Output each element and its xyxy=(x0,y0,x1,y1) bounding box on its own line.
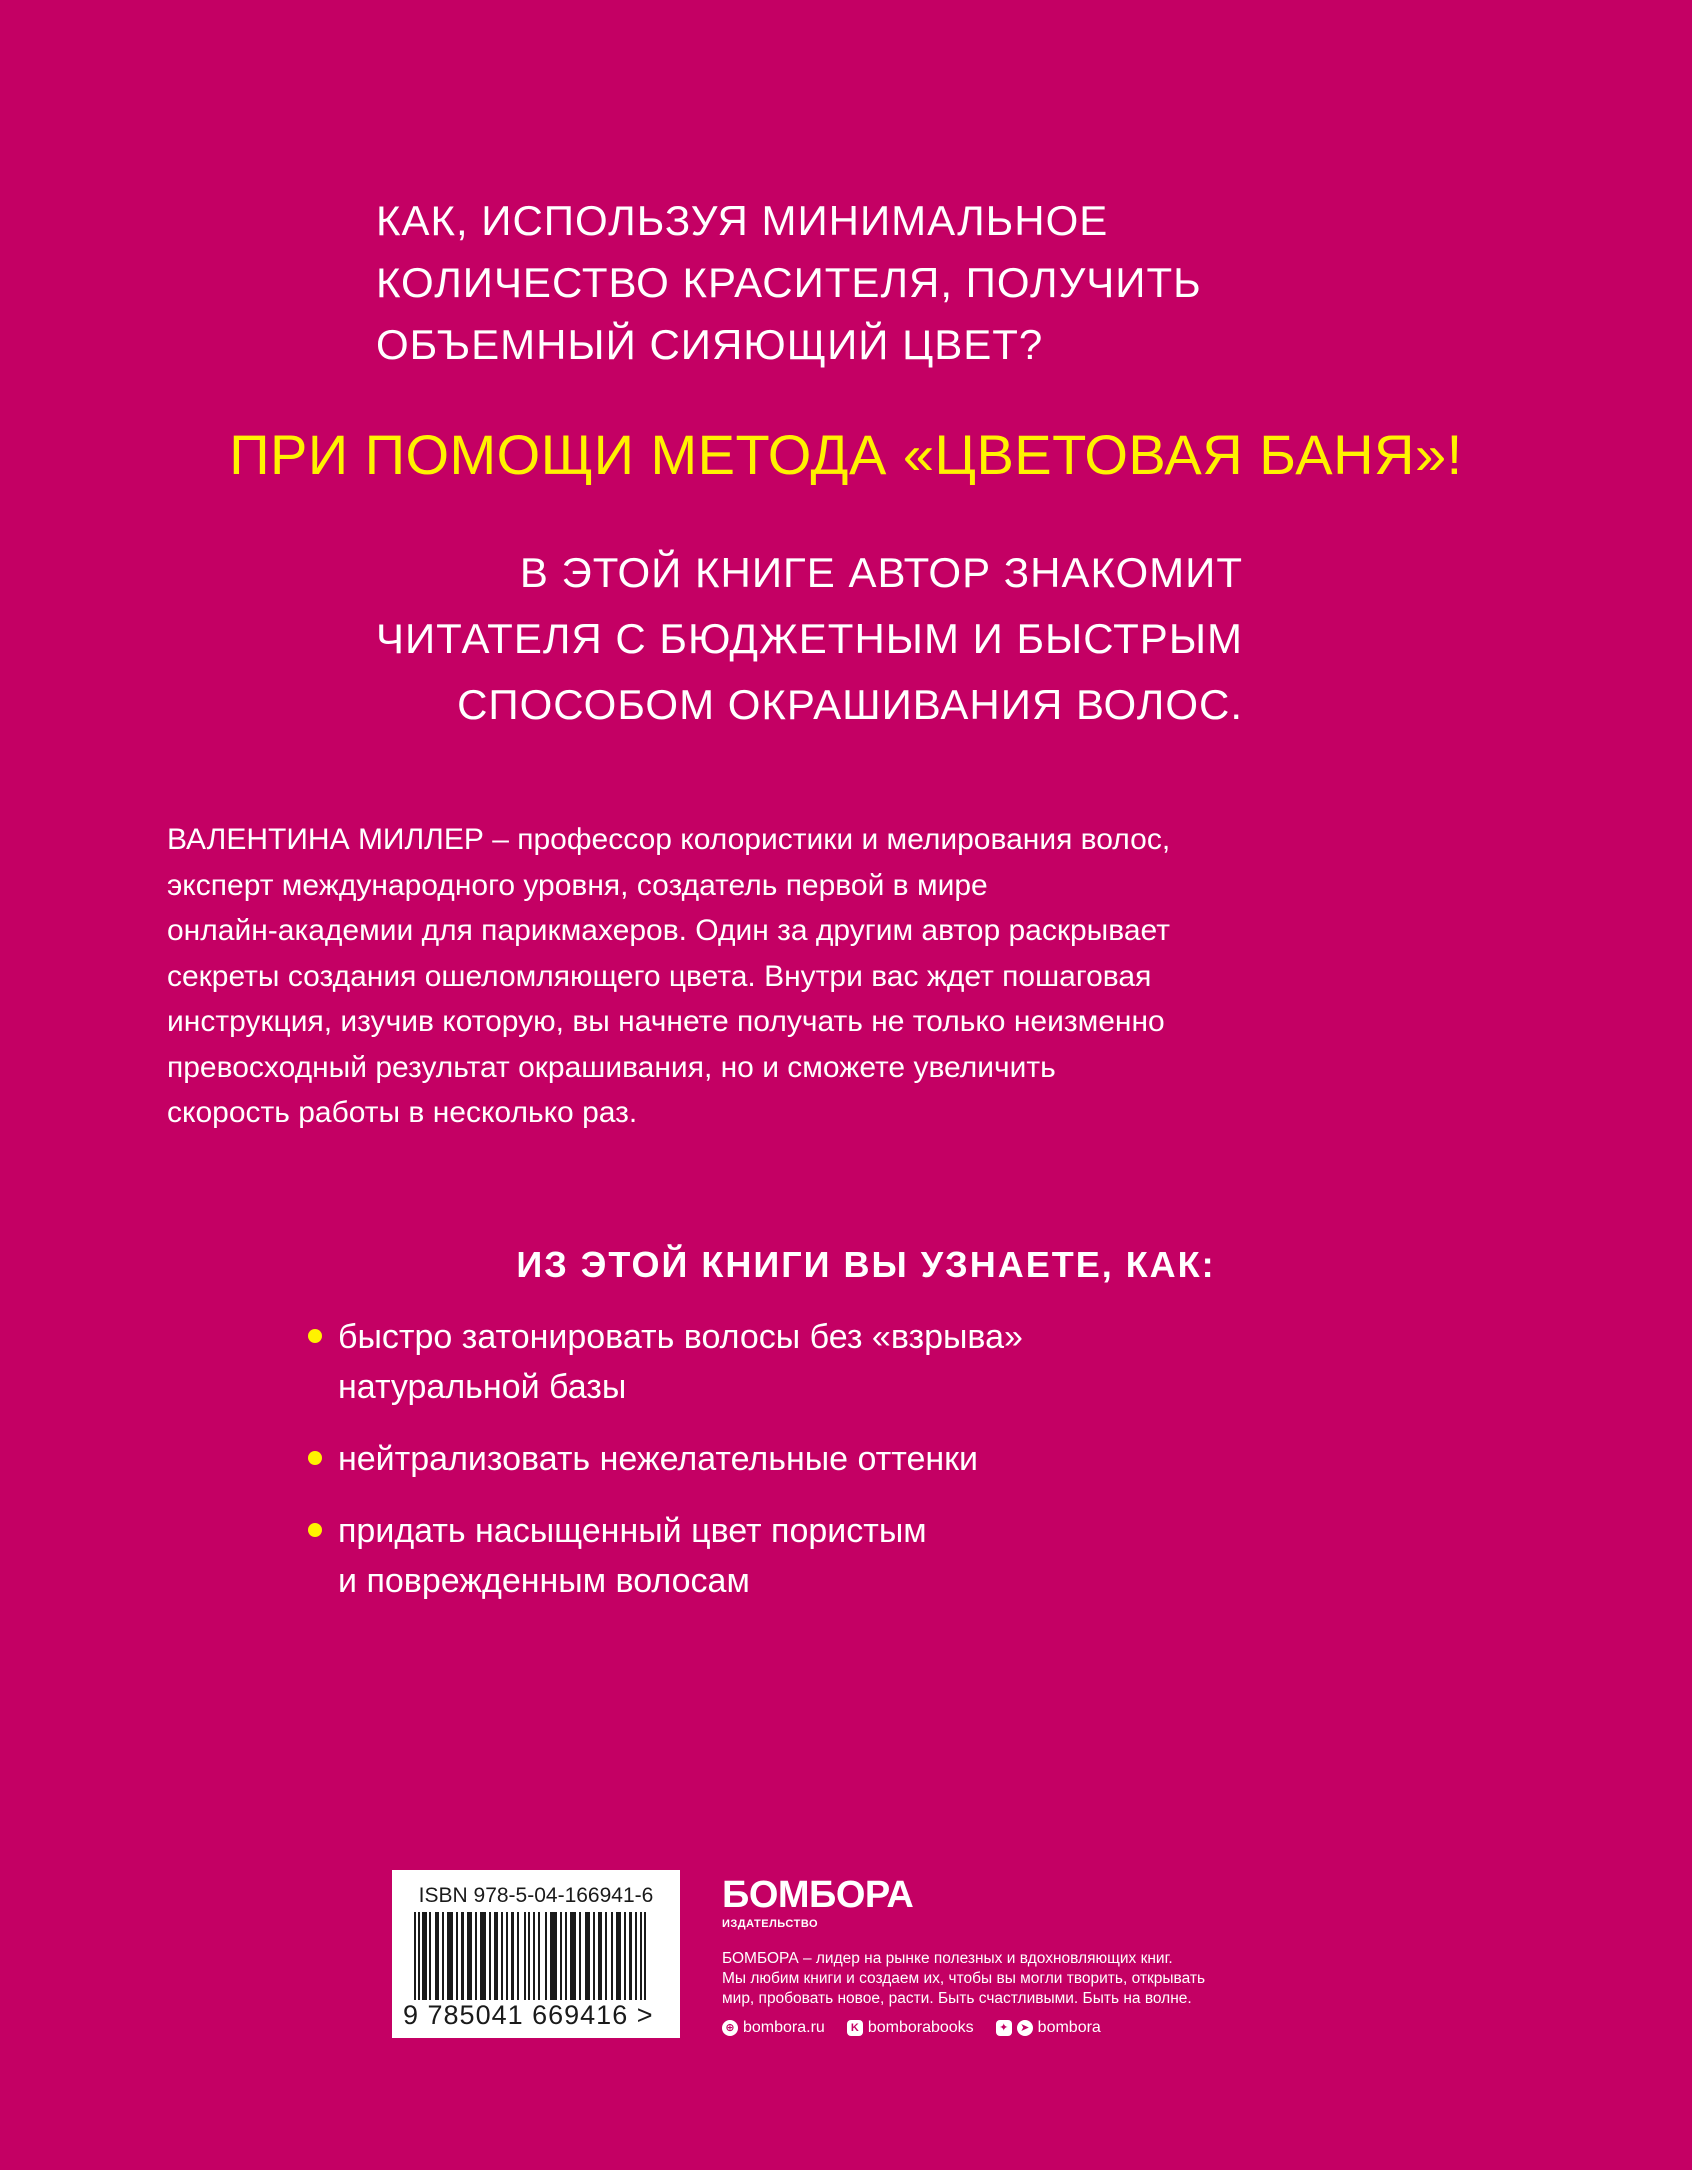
publisher-subtitle: ИЗДАТЕЛЬСТВО xyxy=(722,1918,819,1930)
answer-headline: ПРИ ПОМОЩИ МЕТОДА «ЦВЕТОВАЯ БАНЯ»! xyxy=(229,423,1463,486)
benefits-list xyxy=(300,1312,1300,1628)
publisher-description-line: мир, пробовать новое, расти. Быть счастливыми. Быть на волне. xyxy=(722,1990,1192,2007)
bio-line: инструкция, изучив которую, вы начнете получать не только неизменно xyxy=(167,1005,1165,1038)
list-item xyxy=(300,1312,1300,1412)
bullet-dot-icon xyxy=(308,1329,322,1343)
intro-line: СПОСОБОМ ОКРАШИВАНИЯ ВОЛОС. xyxy=(457,681,1243,728)
bullet-dot-icon xyxy=(308,1451,322,1465)
question-line: ОБЪЕМНЫЙ СИЯЮЩИЙ ЦВЕТ? xyxy=(376,321,1044,368)
isbn-barcode-block xyxy=(392,1870,680,2038)
social-label: bombora.ru xyxy=(743,2019,825,2036)
social-label: bombora xyxy=(1037,2019,1101,2036)
publisher-description xyxy=(722,1949,1302,2009)
bio-line: секреты создания ошеломляющего цвета. Внутри вас ждет пошаговая xyxy=(167,959,1152,993)
question-line: КОЛИЧЕСТВО КРАСИТЕЛЯ, ПОЛУЧИТЬ xyxy=(376,259,1202,306)
bio-line: онлайн-академии для парикмахеров. Один за другим автор раскрывает xyxy=(167,914,1170,947)
isbn-label: ISBN 978-5-04-166941-6 xyxy=(418,1884,654,1907)
question-line: КАК, ИСПОЛЬЗУЯ МИНИМАЛЬНОЕ xyxy=(376,197,1109,244)
publisher-description-line: БОМБОРА – лидер на рынке полезных и вдохновляющих книг. xyxy=(722,1950,1173,1967)
barcode-icon xyxy=(414,1912,658,2008)
bullet-line: и поврежденным волосам xyxy=(338,1562,750,1600)
social-label: bomborabooks xyxy=(867,2019,974,2036)
bio-line: ВАЛЕНТИНА МИЛЛЕР – профессор колористики и мелирования волос, xyxy=(167,823,1171,856)
publisher-description-line: Мы любим книги и создаем их, чтобы вы могли творить, открывать xyxy=(722,1970,1206,1987)
bio-line: скорость работы в несколько раз. xyxy=(167,1096,638,1129)
bullet-dot-icon xyxy=(308,1523,322,1537)
barcode-digits-text: 9 785041 669416 > xyxy=(403,2000,654,2030)
bullet-line: нейтрализовать нежелательные оттенки xyxy=(338,1440,978,1478)
cover-question xyxy=(376,190,1276,376)
star-icon: ✦ xyxy=(996,2020,1012,2036)
social-telegram[interactable] xyxy=(996,2017,1101,2039)
intro-line: В ЭТОЙ КНИГЕ АВТОР ЗНАКОМИТ xyxy=(519,549,1243,596)
bio-line: превосходный результат окрашивания, но и сможете увеличить xyxy=(167,1050,1056,1084)
bullet-line: придать насыщенный цвет пористым xyxy=(338,1512,927,1550)
bullet-line: натуральной базы xyxy=(338,1368,627,1406)
intro-text xyxy=(300,540,1243,738)
author-bio xyxy=(167,817,1507,1136)
list-item xyxy=(300,1506,1300,1606)
globe-icon: ⊕ xyxy=(722,2020,738,2036)
publisher-logo: БОМБОРА xyxy=(722,1874,914,1916)
social-website[interactable] xyxy=(722,2017,825,2039)
bullet-line: быстро затонировать волосы без «взрыва» xyxy=(338,1318,1023,1356)
bio-line: эксперт международного уровня, создатель первой в мире xyxy=(167,868,988,902)
vk-icon: K xyxy=(847,2020,863,2036)
publisher-block xyxy=(722,1875,1302,2039)
intro-line: ЧИТАТЕЛЯ С БЮДЖЕТНЫМ И БЫСТРЫМ xyxy=(376,615,1243,662)
telegram-icon: ➤ xyxy=(1017,2020,1033,2036)
learn-heading: ИЗ ЭТОЙ КНИГИ ВЫ УЗНАЕТЕ, КАК: xyxy=(516,1244,1216,1285)
list-item xyxy=(300,1434,1300,1484)
barcode-digits xyxy=(402,2000,672,2030)
social-links xyxy=(722,2017,1302,2039)
social-vk[interactable] xyxy=(847,2017,974,2039)
